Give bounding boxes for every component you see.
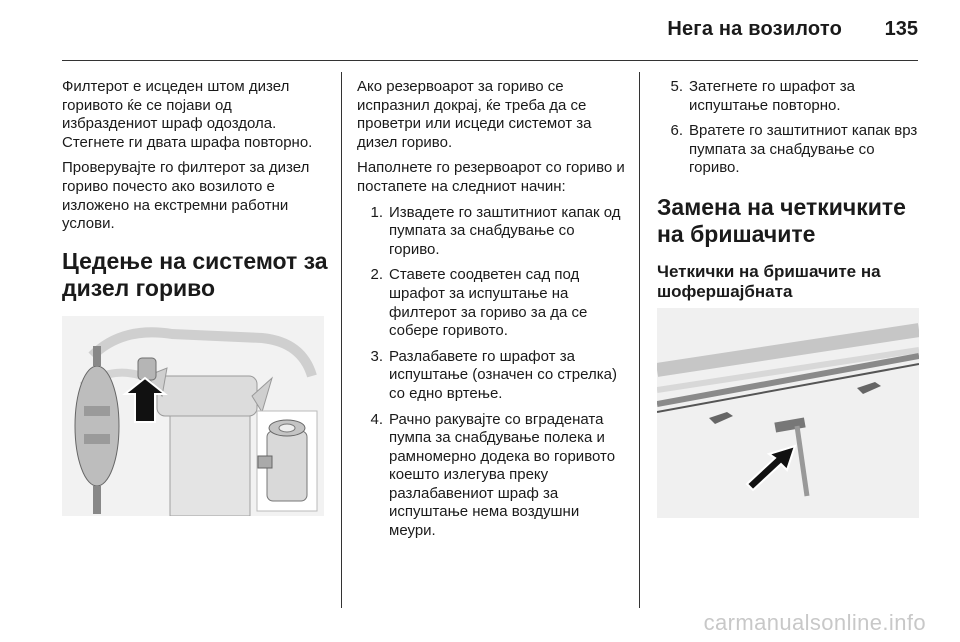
list-item <box>357 348 629 404</box>
list-item <box>357 204 629 260</box>
right-column <box>657 78 921 518</box>
column-divider-left <box>341 72 342 608</box>
list-item <box>357 266 629 340</box>
list-item <box>657 122 921 178</box>
header-title: Нега на возилото <box>667 18 842 40</box>
step-list <box>657 78 921 178</box>
subsection-heading: Четкички на бришачите на шофершајбната <box>657 261 881 301</box>
step-number: 6. <box>670 122 683 140</box>
step-text: Рачно ракувајте со вградената пумпа за снабдување полека и рамномерно додека во горивото коешто излегува преку разлабавениот шраф за испуштање нема воздушни меури. <box>389 410 616 540</box>
header-rule <box>62 60 918 61</box>
column-divider-right <box>639 72 640 608</box>
fuel-filter-illustration <box>62 316 324 516</box>
section-heading: Замена на четкичките на бришачите <box>657 193 906 247</box>
step-number: 4. <box>370 410 383 428</box>
paragraph: Филтерот е исцеден штом дизел горивото ќе се појави од избраздениот шраф одоздола. Стегнете ги двата шрафа повторно. <box>62 78 313 151</box>
list-item <box>657 78 921 115</box>
step-text: Извадете го заштитниот капак од пумпата за снабдување со гориво. <box>389 203 621 258</box>
step-number: 2. <box>370 266 383 284</box>
step-text: Разлабавете го шрафот за испуштање (означен со стрелка) со едно вртење. <box>389 347 617 402</box>
step-number: 1. <box>370 203 383 221</box>
page-number: 135 <box>884 18 918 40</box>
paragraph: Проверувајте го филтерот за дизел гориво почесто ако возилото е изложено на екстремни работни услови. <box>62 159 310 233</box>
left-column <box>62 78 328 516</box>
step-text: Ставете соодветен сад под шрафот за испуштање на филтерот за гориво за да се собере горивото. <box>389 266 588 340</box>
paragraph: Ако резервоарот за гориво се испразнил докрај, ќе треба да се проветри или исцеди системот за дизел гориво. <box>357 78 592 151</box>
watermark: carmanualsonline.info <box>703 610 926 635</box>
paragraph: Наполнете го резервоарот со гориво и постапете на следниот начин: <box>357 159 625 195</box>
step-text: Вратете го заштитниот капак врз пумпата за снабдување со гориво. <box>689 122 918 177</box>
middle-column <box>357 78 629 548</box>
wiper-illustration <box>657 308 919 518</box>
step-text: Затегнете го шрафот за испуштање повторно. <box>689 78 855 114</box>
section-heading: Цедење на системот за дизел гориво <box>62 247 328 301</box>
step-number: 5. <box>670 78 683 95</box>
step-list <box>357 204 629 541</box>
list-item <box>357 411 629 541</box>
step-number: 3. <box>370 347 383 365</box>
